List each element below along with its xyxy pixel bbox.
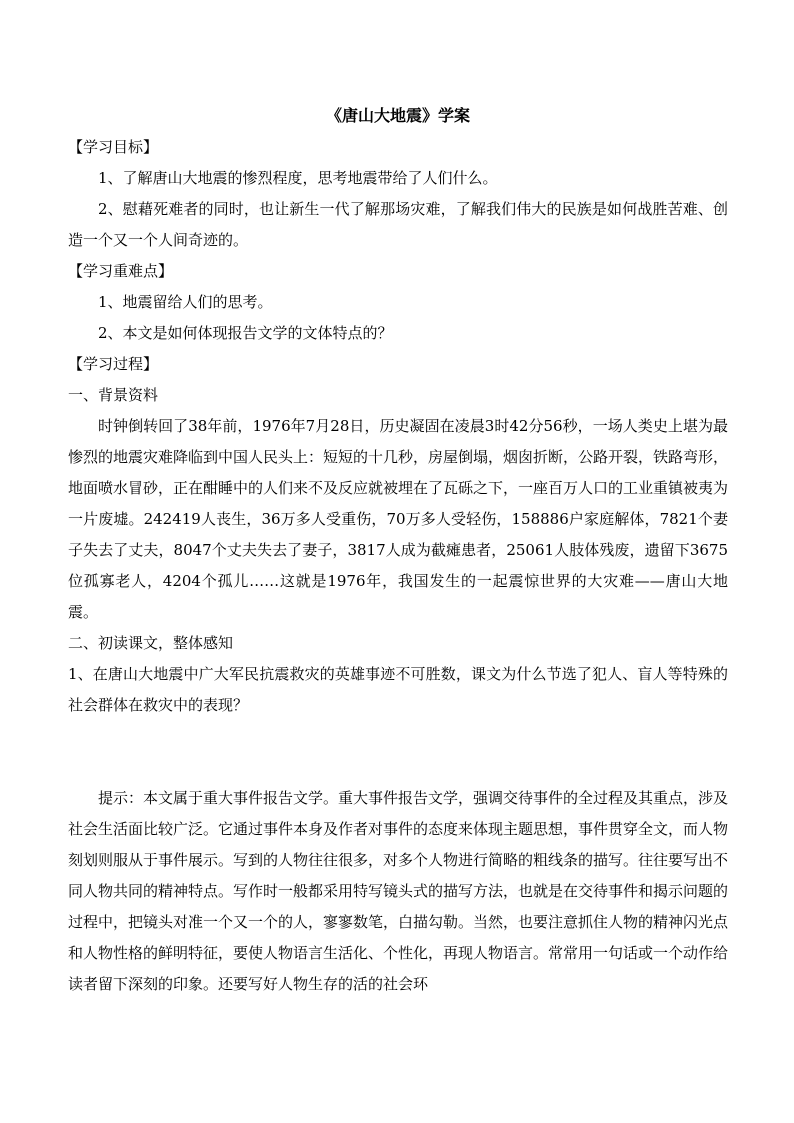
keypoints-heading: 【学习重难点】 [68,262,174,280]
document-title: 《唐山大地震》学案 [325,106,470,125]
reading-heading: 二、初读课文，整体感知 [68,634,234,652]
hint-paragraph: 提示：本文属于重大事件报告文学。重大事件报告文学，强调交待事件的全过程及其重点，涉及社会生活面比较广泛。它通过事件本身及作者对事件的态度来体现主题思想，事件贯穿全文，而人物刻划则服从于事件展示。写到的人物往往很多，对多个人物进行简略的粗线条的描写。往往要写出不同人物共同的精神特点。写作时一般都采用特写镜头式的描写方法，也就是在交待事件和揭示问题的过程中，把镜头对准一个又一个的人，寥寥数笔，白描勾勒。当然，也要注意抓住人物的精神闪光点和人物性格的鲜明特征，要使人物语言生活化、个性化，再现人物语言。常常用一句话或一个动作给读者留下深刻的印象。还要写好人物生存的活的社会环 [68,789,729,993]
document-page [68,100,728,1000]
goals-heading: 【学习目标】 [68,138,159,156]
background-heading: 一、背景资料 [68,386,159,404]
process-heading: 【学习过程】 [68,355,159,373]
goal-item-1: 1、了解唐山大地震的惨烈程度，思考地震带给了人们什么。 [98,169,498,187]
answer-space [68,721,728,783]
keypoint-item-2: 2、本文是如何体现报告文学的文体特点的？ [98,324,393,342]
background-paragraph: 时钟倒转回了38年前，1976年7月28日，历史凝固在凌晨3时42分56秒，一场人类史上堪为最惨烈的地震灾难降临到中国人民头上：短短的十几秒，房屋倒塌，烟囱折断，公路开裂，铁路弯形，地面喷水冒砂，正在酣睡中的人们来不及反应就被埋在了瓦砾之下，一座百万人口的工业重镇被夷为一片废墟。242419人丧生，36万多人受重伤，70万多人受轻伤，158886户家庭解体，7821个妻子失去了丈夫，8047个丈夫失去了妻子，3817人成为截瘫患者，25061人肢体残废，遗留下3675位孤寡老人，4204个孤儿……这就是1976年，我国发生的一起震惊世界的大灾难——唐山大地震。 [68,417,729,621]
reading-question: 1、在唐山大地震中广大军民抗震救灾的英雄事迹不可胜数，课文为什么节选了犯人、盲人等特殊的社会群体在救灾中的表现？ [68,665,728,714]
keypoint-item-1: 1、地震留给人们的思考。 [98,293,273,311]
goal-item-2: 2、慰藉死难者的同时，也让新生一代了解那场灾难，了解我们伟大的民族是如何战胜苦难、创造一个又一个人间奇迹的。 [68,200,728,249]
